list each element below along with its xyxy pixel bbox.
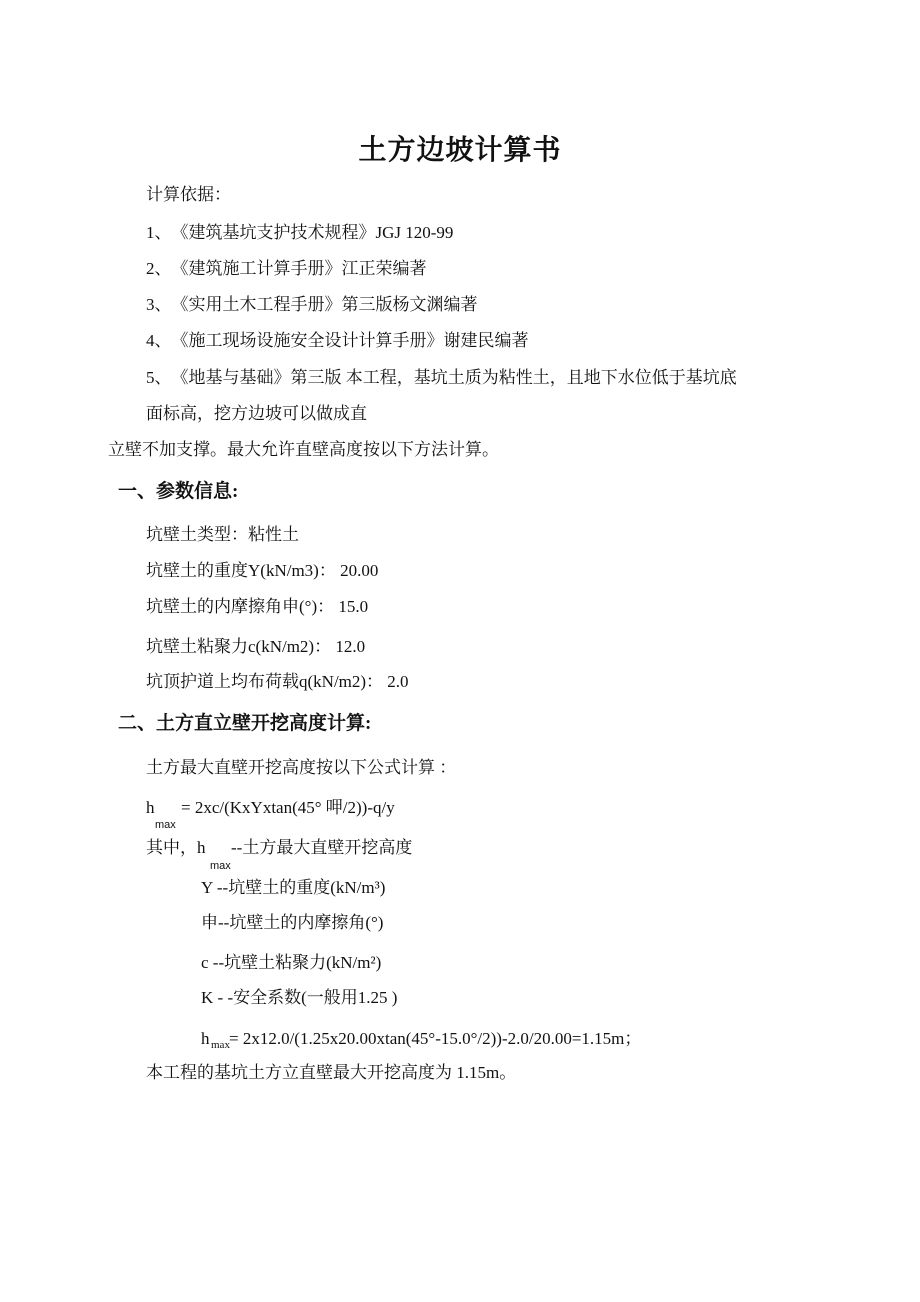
conclusion: 本工程的基坑土方立直壁最大开挖高度为 1.15m。 — [146, 1063, 517, 1082]
definition-c: c --坑壁土粘聚力(kN/m²) — [201, 953, 382, 972]
definition-phi: 申--坑壁土的内摩擦角(°) — [201, 913, 384, 932]
definition-gamma: Y --坑壁土的重度(kN/m³) — [201, 878, 386, 897]
where-prefix: 其中，h — [146, 838, 206, 857]
formula-h-subscript: max — [155, 819, 176, 831]
where-h-definition: --土方最大直壁开挖高度 — [231, 838, 413, 857]
section-2-heading: 二、土方直立壁开挖高度计算: — [118, 713, 372, 734]
formula-h-symbol: h — [146, 798, 155, 817]
param-soil-type: 坑壁土类型：粘性土 — [146, 525, 299, 544]
calc-h-subscript: max — [211, 1039, 230, 1051]
definition-k: K - -安全系数(一般用1.25 ) — [201, 988, 398, 1007]
calc-expression: = 2x12.0/(1.25x20.00xtan(45°-15.0°/2))-2.0/20.00=1.15m； — [229, 1029, 642, 1048]
basis-item-1: 1、 《建筑基坑支护技术规程》JGJ 120-99 — [146, 223, 454, 242]
basis-item-2: 2、 《建筑施工计算手册》江正荣编著 — [146, 259, 427, 278]
calc-h-symbol: h — [201, 1029, 210, 1048]
basis-item-5-line3: 立壁不加支撑。最大允许直壁高度按以下方法计算。 — [108, 440, 499, 459]
param-cohesion: 坑壁土粘聚力c(kN/m2)： 12.0 — [146, 637, 366, 656]
document-title: 土方边坡计算书 — [358, 135, 562, 166]
basis-item-5-line1: 5、 《地基与基础》第三版 本工程，基坑土质为粘性土，且地下水位低于基坑底 — [146, 368, 737, 387]
basis-heading: 计算依据： — [146, 185, 231, 204]
basis-item-4: 4、 《施工现场设施安全设计计算手册》谢建民编著 — [146, 331, 529, 350]
param-unit-weight: 坑壁土的重度Y(kN/m3)： 20.00 — [146, 561, 379, 580]
basis-item-3: 3、 《实用土木工程手册》第三版杨文渊编著 — [146, 295, 478, 314]
basis-item-5-line2: 面标高，挖方边坡可以做成直 — [146, 404, 367, 423]
param-friction-angle: 坑壁土的内摩擦角申(°)： 15.0 — [146, 597, 369, 616]
formula-intro: 土方最大直壁开挖高度按以下公式计算 ： — [146, 758, 457, 777]
where-h-subscript: max — [210, 860, 231, 872]
formula-expression: = 2xc/(KxYxtan(45° 呷/2))-q/y — [181, 798, 395, 817]
section-1-heading: 一、参数信息: — [118, 481, 239, 502]
param-surface-load: 坑顶护道上均布荷载q(kN/m2)： 2.0 — [146, 672, 409, 691]
